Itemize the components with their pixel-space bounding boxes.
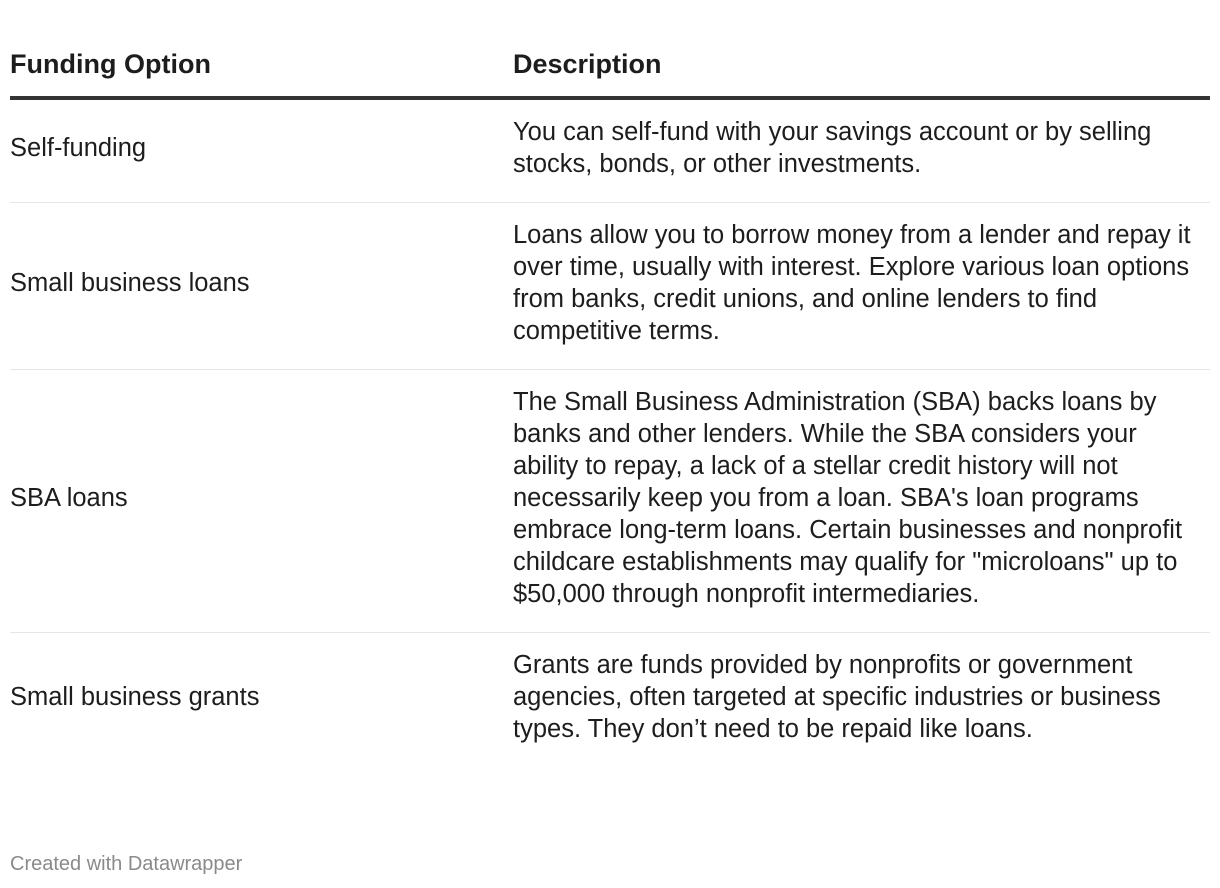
description-cell: The Small Business Administration (SBA) backs loans by banks and other lenders. While the SBA considers your ability to repay, a lack of a stellar credit history will not necessarily keep you from a loan. SBA's loan programs embrace long-term loans. Certain businesses and nonprofit childcare establishments may qualify for "microloans" up to $50,000 through nonprofit intermediaries. [513, 370, 1210, 633]
funding-option-cell: Self-funding [10, 98, 513, 203]
description-cell: Loans allow you to borrow money from a lender and repay it over time, usually with interest. Explore various loan options from banks, credit unions, and online lenders to find competitive terms. [513, 203, 1210, 370]
description-cell: You can self-fund with your savings account or by selling stocks, bonds, or other investments. [513, 98, 1210, 203]
header-row [10, 40, 1210, 98]
funding-option-cell: SBA loans [10, 370, 513, 633]
table-header [10, 40, 1210, 98]
description-cell: Grants are funds provided by nonprofits or government agencies, often targeted at specific industries or business types. They don’t need to be repaid like loans. [513, 651, 1161, 743]
funding-option-cell: Small business grants [10, 683, 260, 711]
column-header-funding-option: Funding Option [10, 40, 513, 98]
table-body [10, 98, 1210, 767]
table-row [10, 370, 1210, 633]
funding-options-table [10, 40, 1210, 767]
table-row [10, 633, 1210, 768]
funding-option-cell: Small business loans [10, 203, 513, 370]
table-row [10, 98, 1210, 203]
funding-table-container [10, 40, 1210, 767]
footer-credit: Created with Datawrapper [10, 853, 243, 875]
table-row [10, 203, 1210, 370]
column-header-description: Description [513, 40, 1210, 98]
